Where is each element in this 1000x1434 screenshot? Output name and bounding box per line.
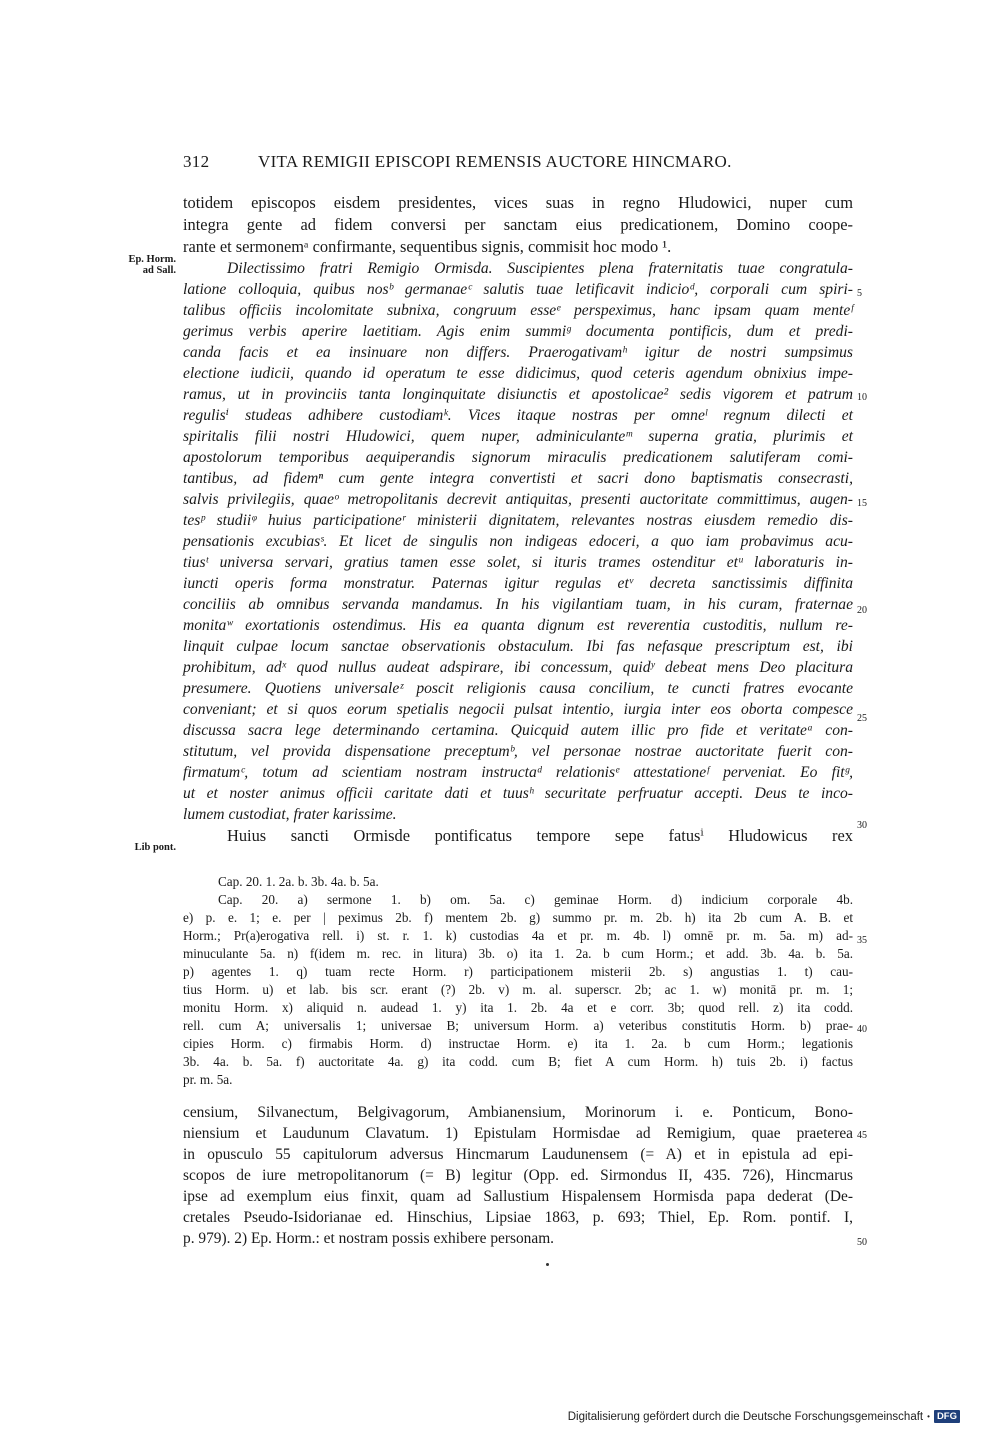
footnote-line: ipse ad exemplum eius finxit, quam ad Sallustium Hispalensem Hormisda papa dederat (De-	[183, 1188, 853, 1205]
critical-apparatus	[183, 873, 853, 1089]
letter-line: canda facis et ea insinuare non differs. Praerogativamʰ igitur de nostri sumpsimus	[183, 344, 853, 361]
letter-line: Dilectissimo fratri Remigio Ormisda. Suscipientes plena fraternitatis tuae congratula-	[227, 260, 853, 277]
text-line: Huius sancti Ormisde pontificatus tempore sepe fatusⁱ Hludowicus rex	[227, 826, 853, 845]
digitization-credit	[568, 1410, 960, 1423]
apparatus-line: monitu Horm. x) aliquid n. audead 1. y) ita 1. 2b. 4a et e corr. 3b; quod rell. z) ita codd.	[183, 1000, 853, 1015]
apparatus-line: minuculante 5a. n) f(idem m. rec. in litura) 3b. o) ita 1. 2a. b cum Horm.; et add. 3b. 4a. b. 5a.	[183, 946, 853, 961]
line-number: 40	[857, 1024, 867, 1035]
letter-line: tiusᵗ universa servari, gratius tamen esse solet, si ituris trames ostenditur etᵘ laboraturis in-	[183, 554, 853, 571]
letter-line: tesᵖ studiiᵠ huius participationeʳ ministerii dignitatem, relevantes nostras eiusdem remedio dis-	[183, 512, 853, 529]
line-number: 25	[857, 713, 867, 724]
apparatus-line: cipies Horm. c) firmabis Horm. d) instructae Horm. e) ita 1. 2a. b cum Horm.; legationis	[183, 1036, 853, 1051]
page-number: 312	[183, 152, 210, 171]
letter-line: tantibus, ad fidemⁿ cum gente integra convertisti et sacri dono baptismatis consecrasti,	[183, 470, 853, 487]
line-number: 10	[857, 392, 867, 403]
apparatus-line: pr. m. 5a.	[183, 1072, 233, 1087]
line-number: 45	[857, 1130, 867, 1141]
footnote-line: niensium et Laudunum Clavatum. 1) Epistulam Hormisdae ad Remigium, quae praeterea	[183, 1125, 853, 1142]
line-number: 35	[857, 935, 867, 946]
letter-line: lumem custodiat, frater karissime.	[183, 806, 397, 823]
letter-line: gerimus verbis aperire laetitiam. Agis enim summiᵍ documenta pontificis, dum et predi-	[183, 323, 853, 340]
separator-dot-icon: •	[927, 1412, 930, 1421]
text-line: totidem episcopos eisdem presidentes, vices suas in regno Hludowici, nuper cum	[183, 193, 853, 212]
footnote-line: in opusculo 55 capitulorum adversus Hincmarum Laudunensem (= A) et in epistula ad epi-	[183, 1146, 853, 1163]
margin-ad-sall: ad Sall.	[142, 265, 176, 276]
letter-line: conciliis ab omnibus servanda mandamus. In his vigilantiam tuam, in his curam, fraternae	[183, 596, 853, 613]
margin-ep-horm: Ep. Horm.	[128, 254, 176, 265]
apparatus-line: tius Horm. u) et lab. bis scr. erant (?) 2b. v) m. al. superscr. 2b; ac 1. w) monitā pr. m. 1;	[183, 982, 853, 997]
letter-line: pensationis excubiasˢ. Et licet de singulis non indigeas edoceri, a quo iam probavimus acu-	[183, 533, 853, 550]
letter-line: prohibitum, adˣ quod nullus audeat adspirare, ibi concessum, quidʸ debeat mens Deo placitura	[183, 659, 853, 676]
line-number: 50	[857, 1237, 867, 1248]
letter-line: ramus, ut in provinciis tanta longinquitate disiunctis et apostolicae² sedis vigorem et patrum	[183, 386, 853, 403]
footnote-line: scopos de iure metropolitanorum (= B) legitur (Opp. ed. Sirmondus II, 435. 726), Hincmarus	[183, 1167, 853, 1184]
print-mark	[546, 1263, 549, 1266]
letter-line: latione colloquia, quibus nosᵇ germanaeᶜ salutis tuae letificavit indicioᵈ, corporali cum spiri-	[183, 281, 853, 298]
footnotes	[183, 1102, 853, 1249]
line-number: 5	[857, 288, 862, 299]
running-header	[183, 152, 853, 176]
letter-line: linquit culpae locum sanctae observationis obstaculum. Ibi fas nefasque prescriptum est, ibi	[183, 638, 853, 655]
letter-line: electione iudicii, quando id operatum te esse didicimus, quod ceteris agendum obnixius impe-	[183, 365, 853, 382]
letter-line: apostolorum temporibus aequiperandis signorum miraculis predicationem salutiferam comi-	[183, 449, 853, 466]
line-number: 30	[857, 820, 867, 831]
footnote-line: censium, Silvanectum, Belgivagorum, Ambianensium, Morinorum i. e. Ponticum, Bono-	[183, 1104, 853, 1121]
running-title: VITA REMIGII EPISCOPI REMENSIS AUCTORE HINCMARO.	[258, 152, 732, 171]
apparatus-line: Horm.; Pr(a)erogativa rell. i) st. r. 1. k) custodias 4a et pr. m. 4b. l) omnē pr. m. 5a. m) ad-	[183, 928, 853, 943]
apparatus-line: Cap. 20. a) sermone 1. b) om. 5a. c) geminae Horm. d) indicium corporale 4b.	[218, 892, 853, 907]
apparatus-line: Cap. 20. 1. 2a. b. 3b. 4a. b. 5a.	[218, 874, 379, 889]
letter-line: monitaʷ exortationis ostendimus. His ea quanta dignum est reverentia custoditis, nullum re-	[183, 617, 853, 634]
letter-line: ut et noster animus officii caritate dati et tuusʰ securitate perfruatur accepti. Deus te inco-	[183, 785, 853, 802]
letter-line: presumere. Quotiens universaleᶻ poscit religionis causa concilium, te cuncti fratres evocante	[183, 680, 853, 697]
letter-line: iuncti operis forma monstratur. Paternas igitur regulas etᵛ decreta sanctissimis diffinita	[183, 575, 853, 592]
letter-line: salvis privilegiis, quaeᵒ metropolitanis decrevit antiquitas, presenti auctoritate committimus, augen-	[183, 491, 853, 508]
apparatus-line: rell. cum A; universalis 1; universae B; universum Horm. a) veteribus constitutis Horm. b) prae-	[183, 1018, 853, 1033]
footnote-line: cretales Pseudo-Isidorianae ed. Hinschius, Lipsiae 1863, p. 693; Thiel, Ep. Rom. pontif. I,	[183, 1209, 853, 1226]
line-number: 15	[857, 498, 867, 509]
letter-line: discussa sacra lege determinando certamina. Quicquid autem illic pro fide et veritateᵃ con-	[183, 722, 853, 739]
margin-reference-lib-pont: Lib pont.	[134, 842, 176, 853]
line-number: 20	[857, 605, 867, 616]
text-line: integra gente ad fidem conversi per sanctam eius predicationem, Domino coope-	[183, 215, 853, 234]
letter-line: regulisⁱ studeas adhibere custodiamᵏ. Vices itaque nostras per omneˡ regnum dilecti et	[183, 407, 853, 424]
letter-line: stitutum, vel provida dispensatione preceptumᵇ, vel personae nostrae auctoritate fuerit con-	[183, 743, 853, 760]
footnote-line: p. 979). 2) Ep. Horm.: et nostram possis exhibere personam.	[183, 1230, 555, 1247]
letter-line: firmatumᶜ, totum ad scientiam nostram instructaᵈ relationisᵉ attestationeᶠ perveniat. Eo fitᵍ,	[183, 764, 853, 781]
text-line: rante et sermonemᵃ confirmante, sequentibus signis, commisit hoc modo ¹.	[183, 237, 672, 256]
main-text	[183, 192, 853, 847]
apparatus-line: p) agentes 1. q) tuam recte Horm. r) participationem misterii 2b. s) angustias 1. t) cau-	[183, 964, 853, 979]
letter-line: conveniant; et si quos eorum spetialis negocii pulsat intentio, iurgia inter eos oborta compesce	[183, 701, 853, 718]
letter-line: spiritalis filii nostri Hludowici, quem nuper, adminiculanteᵐ superna gratia, plurimis et	[183, 428, 853, 445]
dfg-logo-icon: DFG	[934, 1410, 960, 1423]
apparatus-line: 3b. 4a. b. 5a. f) auctoritate 4a. g) ita codd. cum B; fiet A cum Horm. h) tuis 2b. i) factus	[183, 1054, 853, 1069]
credit-text: Digitalisierung gefördert durch die Deutsche Forschungsgemeinschaft	[567, 1410, 924, 1423]
margin-reference-ep-horm	[112, 254, 176, 276]
letter-line: talibus officiis incolomitate subnixa, congruum esseᵉ perspeximus, hanc ipsam quam menteᶠ	[183, 302, 853, 319]
apparatus-line: e) p. e. 1; e. per | peximus 2b. f) mentem 2b. g) summo pr. m. 2b. h) ita 2b cum A. B. et	[183, 910, 853, 925]
